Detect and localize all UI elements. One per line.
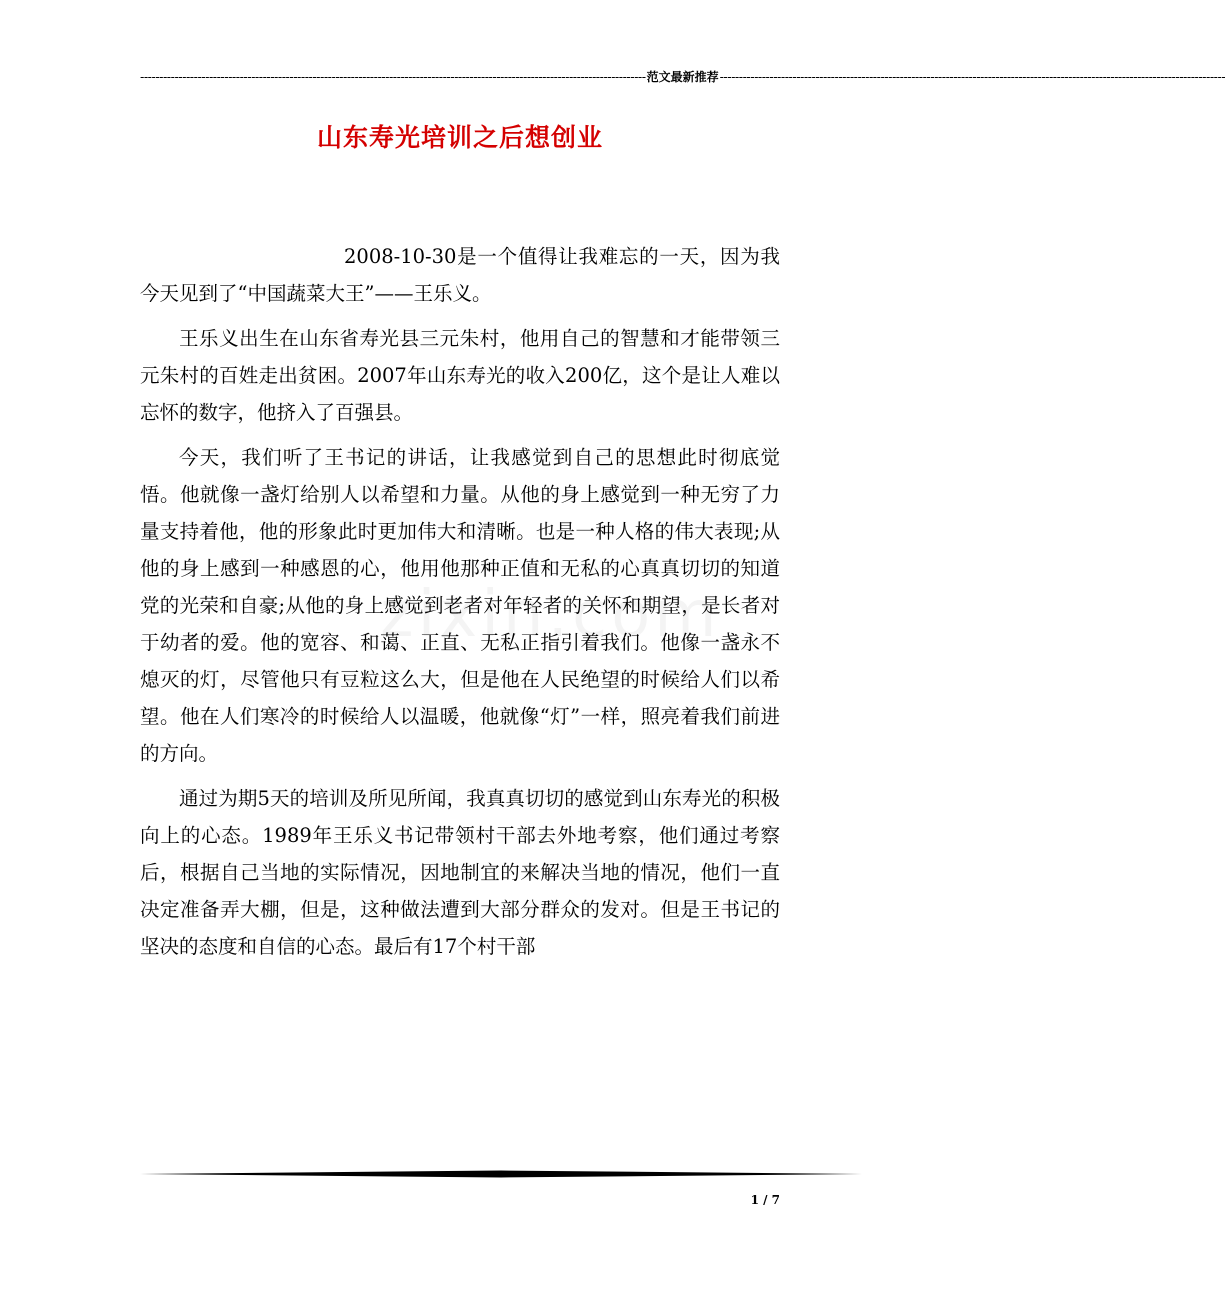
document-body [140,238,780,973]
page-number: 1 / 7 [750,1193,780,1207]
header-dash-left: ------------------------------------------------------------------------------------------------------------------------------------ [140,70,646,84]
paragraph-3: 今天，我们听了王书记的讲话，让我感觉到自己的思想此时彻底觉悟。他就像一盏灯给别人以希望和力量。从他的身上感觉到一种无穷了力量支持着他，他的形象此时更加伟大和清晰。也是一种人格的伟大表现;从他的身上感到一种感恩的心，他用他那种正值和无私的心真真切切的知道党的光荣和自豪;从他的身上感觉到老者对年轻者的关怀和期望，是长者对于幼者的爱。他的宽容、和蔼、正直、无私正指引着我们。他像一盏永不熄灭的灯，尽管他只有豆粒这么大，但是他在人民绝望的时候给人们以希望。他在人们寒冷的时候给人以温暖，他就像“灯”一样，照亮着我们前进的方向。 [140,446,780,765]
page-header [140,66,1225,88]
header-dash-right: ------------------------------------------------------------------------------------------------------------------------------------ [719,70,1225,84]
paragraph-4: 通过为期5天的培训及所见所闻，我真真切切的感觉到山东寿光的积极向上的心态。1989年王乐义书记带领村干部去外地考察，他们通过考察后，根据自己当地的实际情况，因地制宜的来解决当地的情况，他们一直决定准备弄大棚，但是，这种做法遭到大部分群众的发对。但是王书记的坚决的态度和自信的心态。最后有17个村干部 [140,787,780,958]
footer-divider [140,1170,862,1178]
document-title: 山东寿光培训之后想创业 [316,123,603,152]
paragraph-2: 王乐义出生在山东省寿光县三元朱村，他用自己的智慧和才能带领三元朱村的百姓走出贫困。2007年山东寿光的收入200亿，这个是让人难以忘怀的数字，他挤入了百强县。 [140,327,780,424]
paragraph-1: 2008-10-30是一个值得让我难忘的一天，因为我今天见到了“中国蔬菜大王”——王乐义。 [140,245,780,305]
header-label: 范文最新推荐 [646,70,719,84]
